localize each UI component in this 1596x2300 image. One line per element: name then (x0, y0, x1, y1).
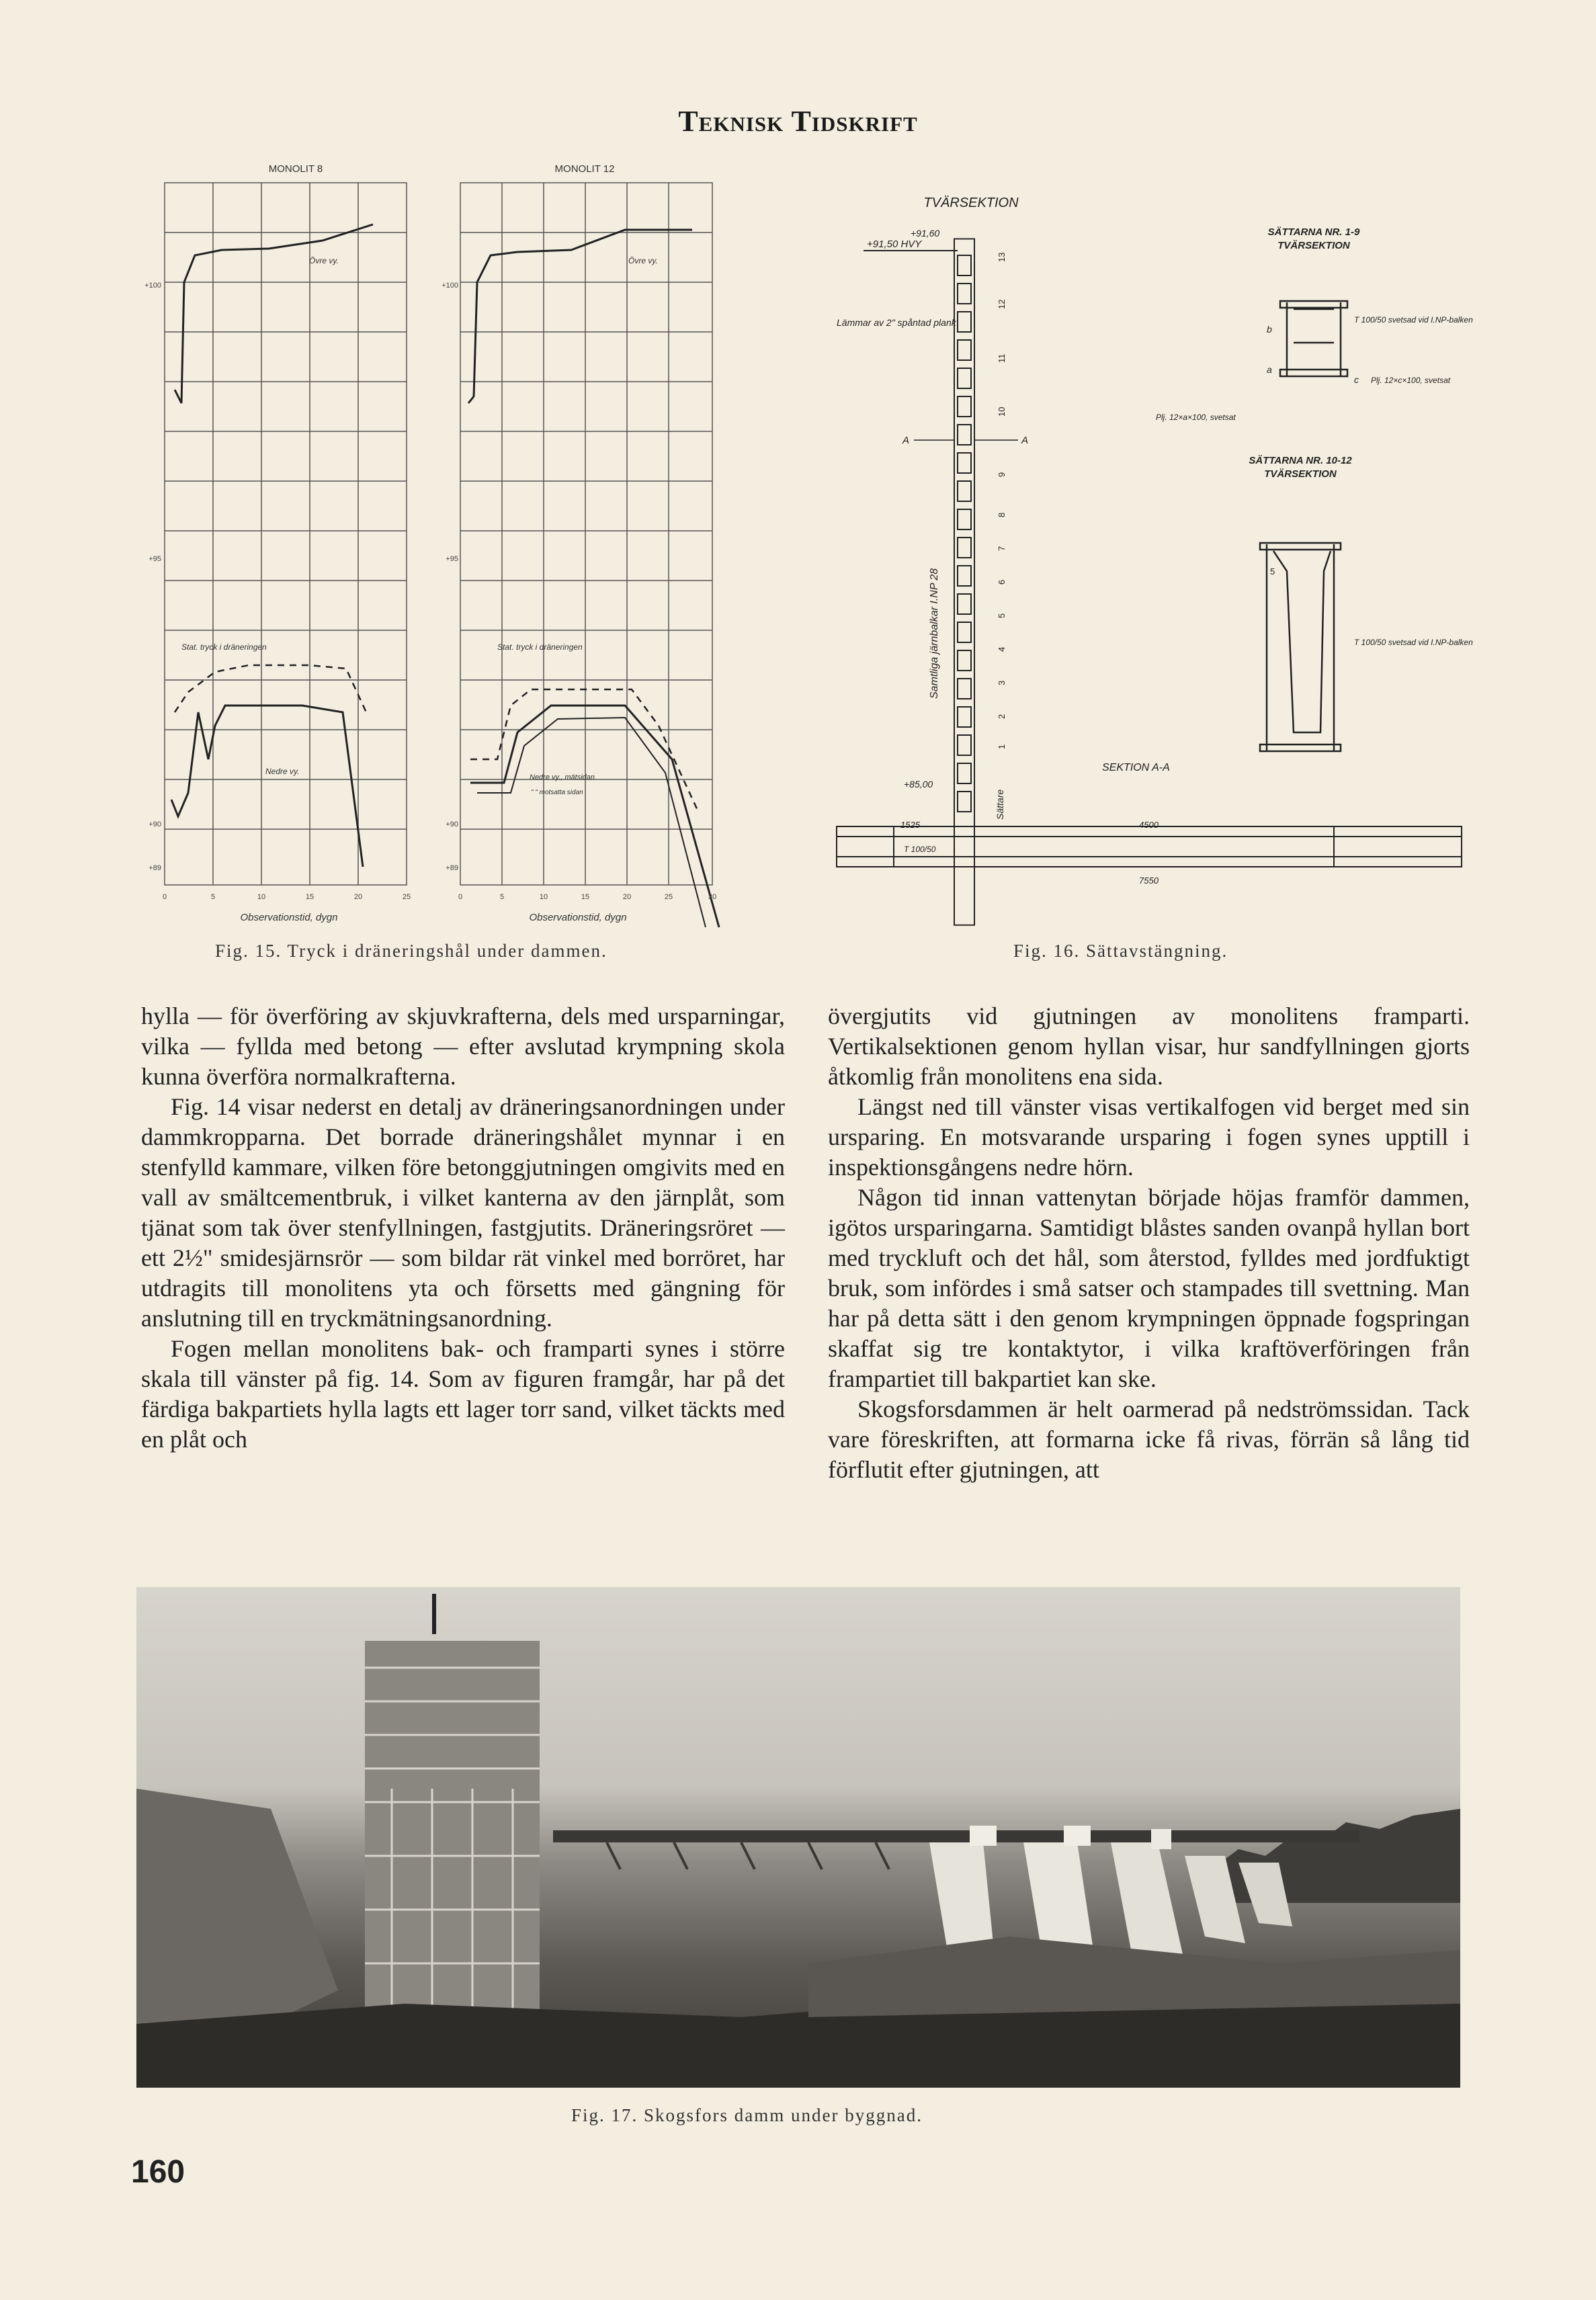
monolit-8-x-tick: 10 (257, 893, 266, 901)
dim-7550: 7550 (1139, 876, 1159, 886)
journal-title: Teknisk Tidskrift (678, 105, 918, 138)
sattarna-1-9-title: SÄTTARNA NR. 1-9 (1267, 226, 1360, 238)
monolit-12-y-tick: +100 (442, 282, 458, 290)
sattare-number: 9 (997, 472, 1007, 477)
dim-1525: 1525 (900, 820, 920, 830)
page-number: 160 (131, 2154, 185, 2190)
paragraph: övergjutits vid gjutningen av monolitens framparti. Vertikalsektionen genom hyllan visar, hur sandfyllningen gjorts åtkomlig från monolitens ena sida. (828, 1003, 1470, 1090)
monolit-8-x-tick: 20 (353, 893, 363, 901)
lammar-label: Lämmar av 2" spåntad plank (837, 317, 956, 328)
sattare-number: 1 (997, 744, 1007, 749)
figure-15-chart (114, 155, 793, 934)
letter-c: c (1354, 374, 1359, 385)
monolit-8-x-tick: 5 (210, 893, 216, 901)
paragraph: Någon tid innan vattenytan började höjas framför dammen, igötos ursparingarna. Samtidigt blåstes sanden ovanpå hyllan bort med tryckluft och det hål, som återstod, fylldes med jordfuktigt bruk, som infördes i små satser och stampades till svettning. Man har på detta sätt i den genom krympningen öppnade fogspringan skaffat sig tre kontaktytor, i vilka kraftöverföringen från frampartiet till bakpartiet kan ske. (828, 1184, 1470, 1392)
sektion-a-a: SEKTION A-A (1102, 762, 1170, 773)
sattare-number: 13 (997, 252, 1007, 262)
sattare-number: 4 (997, 646, 1007, 652)
sattare-number: 3 (997, 680, 1007, 685)
monolit-8-lower-label: Nedre vy. (265, 767, 300, 776)
letter-a: a (1267, 364, 1272, 375)
sattarna-10-12-sub: TVÄRSEKTION (1264, 468, 1337, 480)
plat-a-label: Plj. 12×a×100, svetsat (1156, 413, 1236, 422)
tvarsektion-title: TVÄRSEKTION (923, 196, 1019, 210)
monolit-8-y-tick: +89 (149, 864, 161, 872)
samtliga-label: Samtliga järnbalkar I.NP 28 (929, 568, 940, 699)
sattare-number: 8 (997, 512, 1007, 517)
monolit-8-upper-curve (175, 224, 373, 403)
paragraph: hylla — för överföring av skjuvkrafterna, dels med ursparningar, vilka — fyllda med betong — efter avslutad krympning skola kunna överföra normalkrafterna. (141, 1003, 785, 1090)
monolit-12-x-tick: 15 (581, 893, 590, 901)
figure-16-caption: Fig. 16. Sättavstängning. (1013, 941, 1228, 961)
figure-17-photo (136, 1587, 1460, 2088)
figure-15-caption: Fig. 15. Tryck i dräneringshål under dammen. (215, 941, 607, 961)
monolit-8-y-tick: +100 (144, 282, 161, 290)
monolit-12-panel (442, 163, 719, 927)
monolit-12-y-tick: +89 (446, 864, 458, 872)
paragraph: Fogen mellan monolitens bak- och framparti synes i större skala till vänster på fig. 14. Som av figuren framgår, har på det färdiga bakpartiets hylla lagts ett lager torr sand, vilket täckts med en plåt och (141, 1335, 785, 1453)
sattarna-10-12-title: SÄTTARNA NR. 10-12 (1249, 455, 1352, 466)
sattare-number: 7 (997, 546, 1007, 551)
text-column-right (828, 1001, 1470, 1485)
monolit-12-x-tick: 20 (622, 893, 632, 901)
t100-label-1: T 100/50 svetsad vid I.NP-balken (1354, 315, 1473, 325)
paragraph: Längst ned till vänster visas vertikalfogen vid berget med sin ursparing. En motsvarande ursparing i fogen synes upptill i inspektionsgångens nedre hörn. (828, 1093, 1470, 1181)
monolit-12-x-tick: 30 (708, 893, 717, 901)
sattare-number: 11 (997, 353, 1007, 363)
sattare-number: 2 (997, 714, 1007, 719)
section-a-left: A (902, 435, 910, 446)
top-level: +91,60 (911, 228, 940, 239)
sattare-number: 10 (997, 407, 1007, 417)
monolit-8-x-tick: 0 (162, 893, 167, 901)
monolit-8-title: MONOLIT 8 (268, 163, 323, 175)
letter-five: 5 (1270, 566, 1275, 577)
monolit-12-xlabel: Observationstid, dygn (529, 912, 627, 923)
sattare-number: 6 (997, 579, 1007, 585)
monolit-12-lower-label-2: " " motsatta sidan (531, 789, 583, 796)
monolit-12-title: MONOLIT 12 (554, 163, 615, 175)
monolit-8-y-tick: +95 (149, 555, 161, 563)
bottom-level: +85,00 (904, 779, 933, 790)
figure-16-drawing (823, 181, 1482, 927)
monolit-12-x-tick: 5 (499, 893, 505, 901)
monolit-8-xlabel: Observationstid, dygn (240, 912, 338, 923)
monolit-12-x-tick: 0 (458, 893, 463, 901)
dim-4500: 4500 (1139, 820, 1159, 830)
monolit-12-upper-label: Övre vy. (628, 256, 658, 265)
monolit-8-y-tick: +90 (149, 820, 161, 828)
t100-label-2: T 100/50 svetsad vid I.NP-balken (1354, 638, 1473, 647)
sattare-label: Sättare (995, 789, 1005, 820)
monolit-12-y-tick: +95 (446, 555, 458, 563)
monolit-8-x-tick: 15 (305, 893, 314, 901)
monolit-8-stat-label: Stat. tryck i dräneringen (181, 642, 267, 652)
sattare-number: 5 (997, 613, 1007, 618)
letter-b: b (1267, 324, 1272, 335)
monolit-12-x-tick: 10 (539, 893, 548, 901)
sattare-number: 12 (997, 299, 1007, 309)
paragraph: Skogsforsdammen är helt oarmerad på nedströmssidan. Tack vare föreskriften, att formarna icke få rivas, förrän så lång tid förflutit efter gjutningen, att (828, 1396, 1470, 1483)
monolit-8-upper-label: Övre vy. (309, 256, 339, 265)
monolit-8-panel (144, 163, 411, 923)
figure-17-caption: Fig. 17. Skogsfors damm under byggnad. (571, 2105, 923, 2125)
monolit-12-lower-label-1: Nedre vy., mätsidan (530, 773, 595, 781)
section-a-right: A (1021, 435, 1029, 446)
sattarna-1-9-sub: TVÄRSEKTION (1277, 240, 1350, 251)
paragraph: Fig. 14 visar nederst en detalj av dräneringsanordningen under dammkropparna. Det borrade dräneringshålet mynnar i en stenfylld kammare, vilken före betonggjutningen omgivits med en vall av smältcementbruk, i vilket kanterna av den järnplåt, som tjänat som tak över stenfyllningen, fastgjutits. Dräneringsröret — ett 2½" smidesjärnsrör — som bildar rät vinkel med borröret, har utdragits till monolitens yta och försetts med gängning för anslutning till en tryckmätningsanordning. (141, 1093, 785, 1332)
hvy-level: +91,50 HVY (867, 239, 922, 250)
plat-c-label: Plj. 12×c×100, svetsat (1371, 376, 1451, 385)
monolit-12-x-tick: 25 (664, 893, 673, 901)
t100-plan: T 100/50 (904, 845, 936, 854)
text-column-left (141, 1001, 785, 1455)
monolit-12-y-tick: +90 (446, 820, 458, 828)
monolit-12-lower-curve-1 (470, 706, 719, 927)
monolit-8-x-tick: 25 (402, 893, 411, 901)
monolit-12-stat-label: Stat. tryck i dräneringen (497, 642, 583, 652)
